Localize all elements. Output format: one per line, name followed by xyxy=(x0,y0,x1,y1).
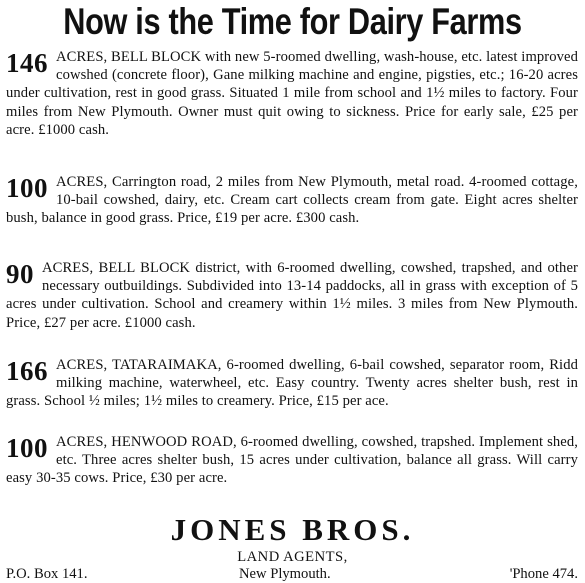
listing-item xyxy=(6,48,578,139)
listing-acreage: 90 xyxy=(6,259,34,289)
listing-acreage: 146 xyxy=(6,48,48,78)
contact-footer xyxy=(6,566,578,583)
po-box: P.O. Box 141. xyxy=(6,566,88,582)
firm-name: JONES BROS. xyxy=(170,512,415,547)
headline: Now is the Time for Dairy Farms xyxy=(63,1,522,42)
town: New Plymouth. xyxy=(239,566,331,582)
firm-role: LAND AGENTS, xyxy=(237,549,348,565)
listing-acreage: 100 xyxy=(6,173,48,203)
listing-item xyxy=(6,433,578,488)
listing-item xyxy=(6,356,578,411)
listing-description: ACRES, HENWOOD ROAD, 6-roomed dwelling, cowshed, trapshed. Implement shed, etc. Three acres shelter bush, 15 acres under cultivation, balance all grass. Will carry easy 30-35 cows. Price, £30 per acre. xyxy=(6,434,578,487)
listing-description: ACRES, BELL BLOCK district, with 6-roomed dwelling, cowshed, trapshed, and other necessary outbuildings. Subdivided into 13-14 paddocks, all in grass with exception of 5 acres under cultivation. School and creamery within 1½ miles. 3 miles from New Plymouth. Price, £27 per acre. £1000 cash. xyxy=(6,260,578,331)
listing-item xyxy=(6,259,578,332)
listing-description: ACRES, TATARAIMAKA, 6-roomed dwelling, 6-bail cowshed, separator room, Ridd milking machine, waterwheel, etc. Easy country. Twenty acres shelter bush, rest in grass. School ½ miles; 1½ miles to creamery. Price, £15 per ace. xyxy=(6,357,578,410)
listing-acreage: 100 xyxy=(6,433,48,463)
phone-number: 'Phone 474. xyxy=(509,566,578,582)
listing-description: ACRES, BELL BLOCK with new 5-roomed dwelling, wash-house, etc. latest improved cowshed (concrete floor), Gane milking machine and engine, pigsties, etc.; 16-20 acres under cultivation, rest in good grass. Situated 1 mile from school and 1½ miles to factory. Four miles from New Plymouth. Owner must quit owing to sickness. Price for early sale, £25 per acre. £1000 cash. xyxy=(6,49,579,138)
listing-acreage: 166 xyxy=(6,356,48,386)
listing-description: ACRES, Carrington road, 2 miles from New Plymouth, metal road. 4-roomed cottage, 10-bail cowshed, dairy, etc. Cream cart collects cream from gate. Eight acres shelter bush, balance in good grass. Price, £19 per acre. £300 cash. xyxy=(6,174,578,227)
listing-item xyxy=(6,173,578,228)
